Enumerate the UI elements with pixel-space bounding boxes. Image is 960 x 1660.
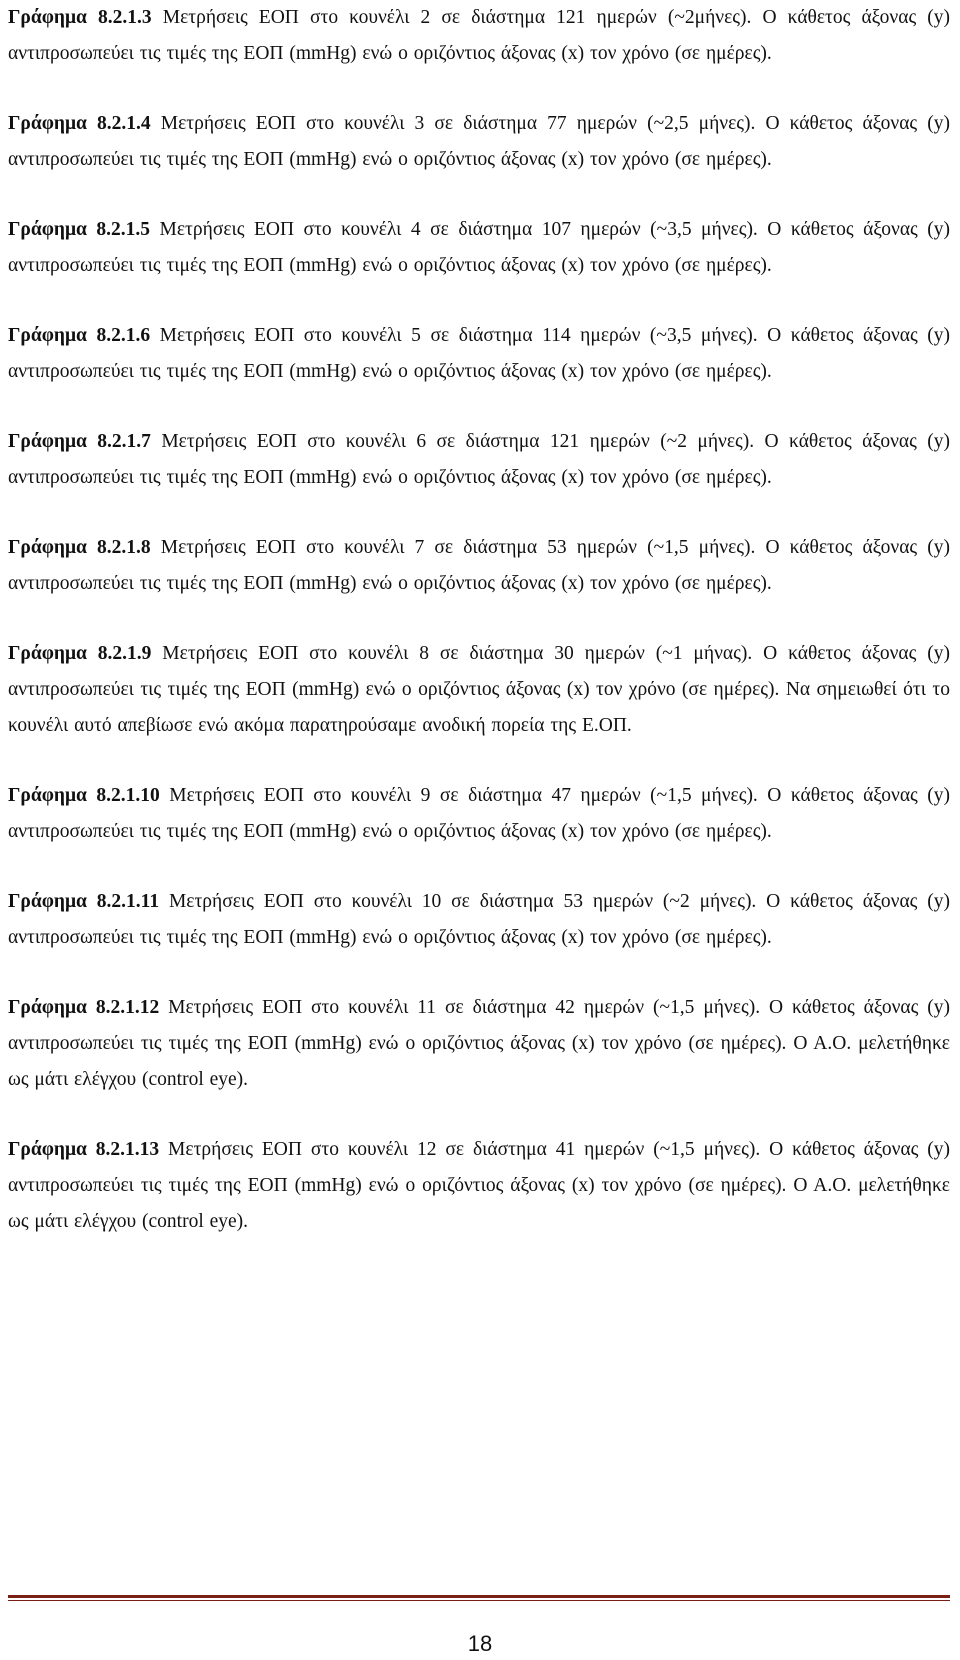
figure-caption-list [8,0,950,1240]
caption-label: Γράφημα 8.2.1.10 [8,785,160,806]
footer-rule-thin [8,1600,950,1601]
footer-rule [8,1595,950,1598]
figure-caption [8,778,950,850]
caption-label: Γράφημα 8.2.1.8 [8,537,151,558]
figure-caption [8,1132,950,1240]
figure-caption [8,990,950,1098]
caption-text: Μετρήσεις ΕΟΠ στο κουνέλι 6 σε διάστημα 121 ημερών (~2 μήνες). Ο κάθετος άξονας (y) αντιπροσωπεύει τις τιμές της ΕΟΠ (mmHg) ενώ ο οριζόντιος άξονας (x) τον χρόνο (σε ημέρες). [8,431,950,488]
figure-caption [8,212,950,284]
figure-caption [8,884,950,956]
caption-label: Γράφημα 8.2.1.12 [8,997,160,1018]
caption-label: Γράφημα 8.2.1.11 [8,891,160,912]
page-number: 18 [467,1631,493,1656]
caption-text: Μετρήσεις ΕΟΠ στο κουνέλι 8 σε διάστημα 30 ημερών (~1 μήνας). Ο κάθετος άξονας (y) αντιπροσωπεύει τις τιμές της ΕΟΠ (mmHg) ενώ ο οριζόντιος άξονας (x) τον χρόνο (σε ημέρες). Να σημειωθεί ότι το κουνέλι αυτό απεβίωσε ενώ ακόμα παρατηρούσαμε ανοδική πορεία της Ε.ΟΠ. [8,643,950,736]
caption-text: Μετρήσεις ΕΟΠ στο κουνέλι 4 σε διάστημα 107 ημερών (~3,5 μήνες). Ο κάθετος άξονας (y) αντιπροσωπεύει τις τιμές της ΕΟΠ (mmHg) ενώ ο οριζόντιος άξονας (x) τον χρόνο (σε ημέρες). [8,219,950,276]
caption-label: Γράφημα 8.2.1.6 [8,325,151,346]
caption-label: Γράφημα 8.2.1.5 [8,219,151,240]
caption-text: Μετρήσεις ΕΟΠ στο κουνέλι 5 σε διάστημα 114 ημερών (~3,5 μήνες). Ο κάθετος άξονας (y) αντιπροσωπεύει τις τιμές της ΕΟΠ (mmHg) ενώ ο οριζόντιος άξονας (x) τον χρόνο (σε ημέρες). [8,325,951,382]
caption-text: Μετρήσεις ΕΟΠ στο κουνέλι 12 σε διάστημα 41 ημερών (~1,5 μήνες). Ο κάθετος άξονας (y) αντιπροσωπεύει τις τιμές της ΕΟΠ (mmHg) ενώ ο οριζόντιος άξονας (x) τον χρόνο (σε ημέρες). Ο Α.Ο. μελετήθηκε ως μάτι ελέγχου (control eye). [8,1139,950,1232]
caption-label: Γράφημα 8.2.1.3 [8,7,152,28]
caption-text: Μετρήσεις ΕΟΠ στο κουνέλι 11 σε διάστημα 42 ημερών (~1,5 μήνες). Ο κάθετος άξονας (y) αντιπροσωπεύει τις τιμές της ΕΟΠ (mmHg) ενώ ο οριζόντιος άξονας (x) τον χρόνο (σε ημέρες). Ο Α.Ο. μελετήθηκε ως μάτι ελέγχου (control eye). [8,997,951,1090]
caption-text: Μετρήσεις ΕΟΠ στο κουνέλι 3 σε διάστημα 77 ημερών (~2,5 μήνες). Ο κάθετος άξονας (y) αντιπροσωπεύει τις τιμές της ΕΟΠ (mmHg) ενώ ο οριζόντιος άξονας (x) τον χρόνο (σε ημέρες). [8,113,950,170]
caption-label: Γράφημα 8.2.1.9 [8,643,152,664]
caption-text: Μετρήσεις ΕΟΠ στο κουνέλι 10 σε διάστημα 53 ημερών (~2 μήνες). Ο κάθετος άξονας (y) αντιπροσωπεύει τις τιμές της ΕΟΠ (mmHg) ενώ ο οριζόντιος άξονας (x) τον χρόνο (σε ημέρες). [8,891,950,948]
caption-text: Μετρήσεις ΕΟΠ στο κουνέλι 2 σε διάστημα 121 ημερών (~2μήνες). Ο κάθετος άξονας (y) αντιπροσωπεύει τις τιμές της ΕΟΠ (mmHg) ενώ ο οριζόντιος άξονας (x) τον χρόνο (σε ημέρες). [8,7,950,64]
caption-label: Γράφημα 8.2.1.7 [8,431,151,452]
figure-caption [8,530,950,602]
caption-label: Γράφημα 8.2.1.4 [8,113,151,134]
figure-caption [8,0,950,72]
figure-caption [8,106,950,178]
caption-text: Μετρήσεις ΕΟΠ στο κουνέλι 7 σε διάστημα 53 ημερών (~1,5 μήνες). Ο κάθετος άξονας (y) αντιπροσωπεύει τις τιμές της ΕΟΠ (mmHg) ενώ ο οριζόντιος άξονας (x) τον χρόνο (σε ημέρες). [8,537,950,594]
caption-text: Μετρήσεις ΕΟΠ στο κουνέλι 9 σε διάστημα 47 ημερών (~1,5 μήνες). Ο κάθετος άξονας (y) αντιπροσωπεύει τις τιμές της ΕΟΠ (mmHg) ενώ ο οριζόντιος άξονας (x) τον χρόνο (σε ημέρες). [8,785,950,842]
figure-caption [8,636,950,744]
figure-caption [8,424,950,496]
figure-caption [8,318,950,390]
caption-label: Γράφημα 8.2.1.13 [8,1139,160,1160]
document-page [8,0,950,1660]
